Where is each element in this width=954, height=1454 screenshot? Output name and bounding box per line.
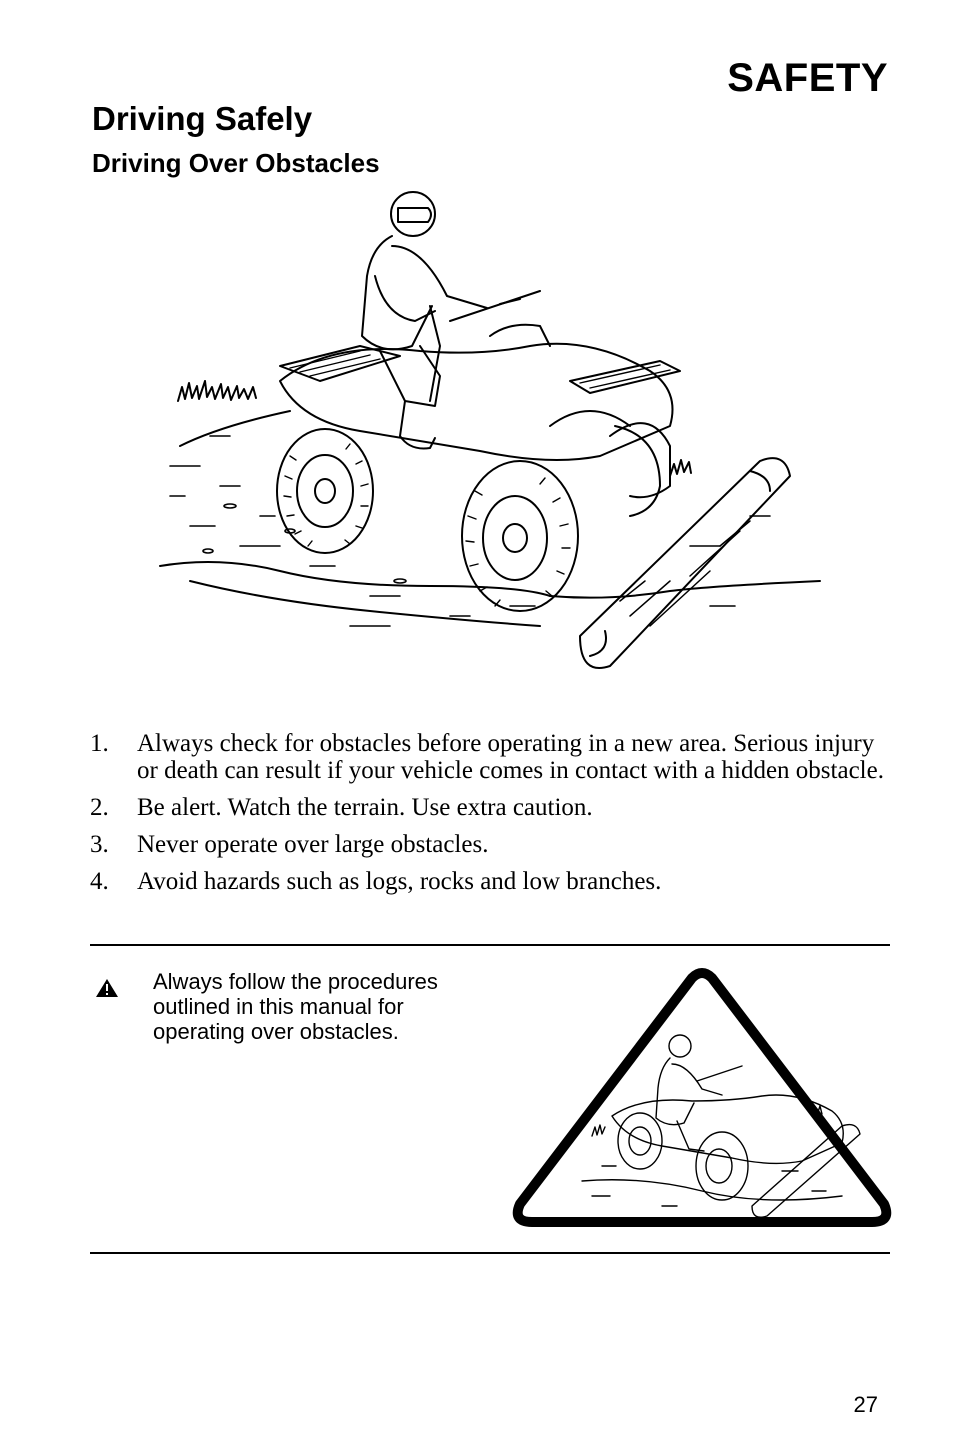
warning-bottom-rule bbox=[90, 1252, 890, 1254]
steps-list bbox=[90, 730, 900, 905]
list-item-text: Be alert. Watch the terrain. Use extra caution. bbox=[137, 794, 593, 821]
list-item bbox=[90, 868, 900, 895]
list-item-number: 2. bbox=[90, 794, 109, 821]
list-item bbox=[90, 794, 900, 821]
section-header: SAFETY bbox=[727, 56, 888, 100]
list-item-number: 3. bbox=[90, 831, 109, 858]
list-item-text: Always check for obstacles before operating in a new area. Serious injury or death can result if your vehicle comes in contact with a hidden obstacle. bbox=[137, 730, 884, 784]
page-heading: Driving Safely bbox=[92, 100, 313, 137]
list-item-number: 1. bbox=[90, 730, 109, 757]
list-item bbox=[90, 831, 900, 858]
atv-obstacle-illustration bbox=[150, 186, 830, 691]
list-item-text: Avoid hazards such as logs, rocks and low branches. bbox=[137, 868, 662, 895]
list-item-text: Never operate over large obstacles. bbox=[137, 831, 489, 858]
page-number: 27 bbox=[853, 1392, 878, 1417]
page-subheading: Driving Over Obstacles bbox=[92, 148, 380, 178]
warning-top-rule bbox=[90, 944, 890, 946]
warning-triangle-icon bbox=[95, 978, 119, 998]
warning-triangle-illustration bbox=[512, 966, 892, 1228]
list-item-number: 4. bbox=[90, 868, 109, 895]
warning-text: Always follow the procedures outlined in this manual for operating over obstacles. bbox=[153, 969, 438, 1044]
list-item bbox=[90, 730, 900, 784]
